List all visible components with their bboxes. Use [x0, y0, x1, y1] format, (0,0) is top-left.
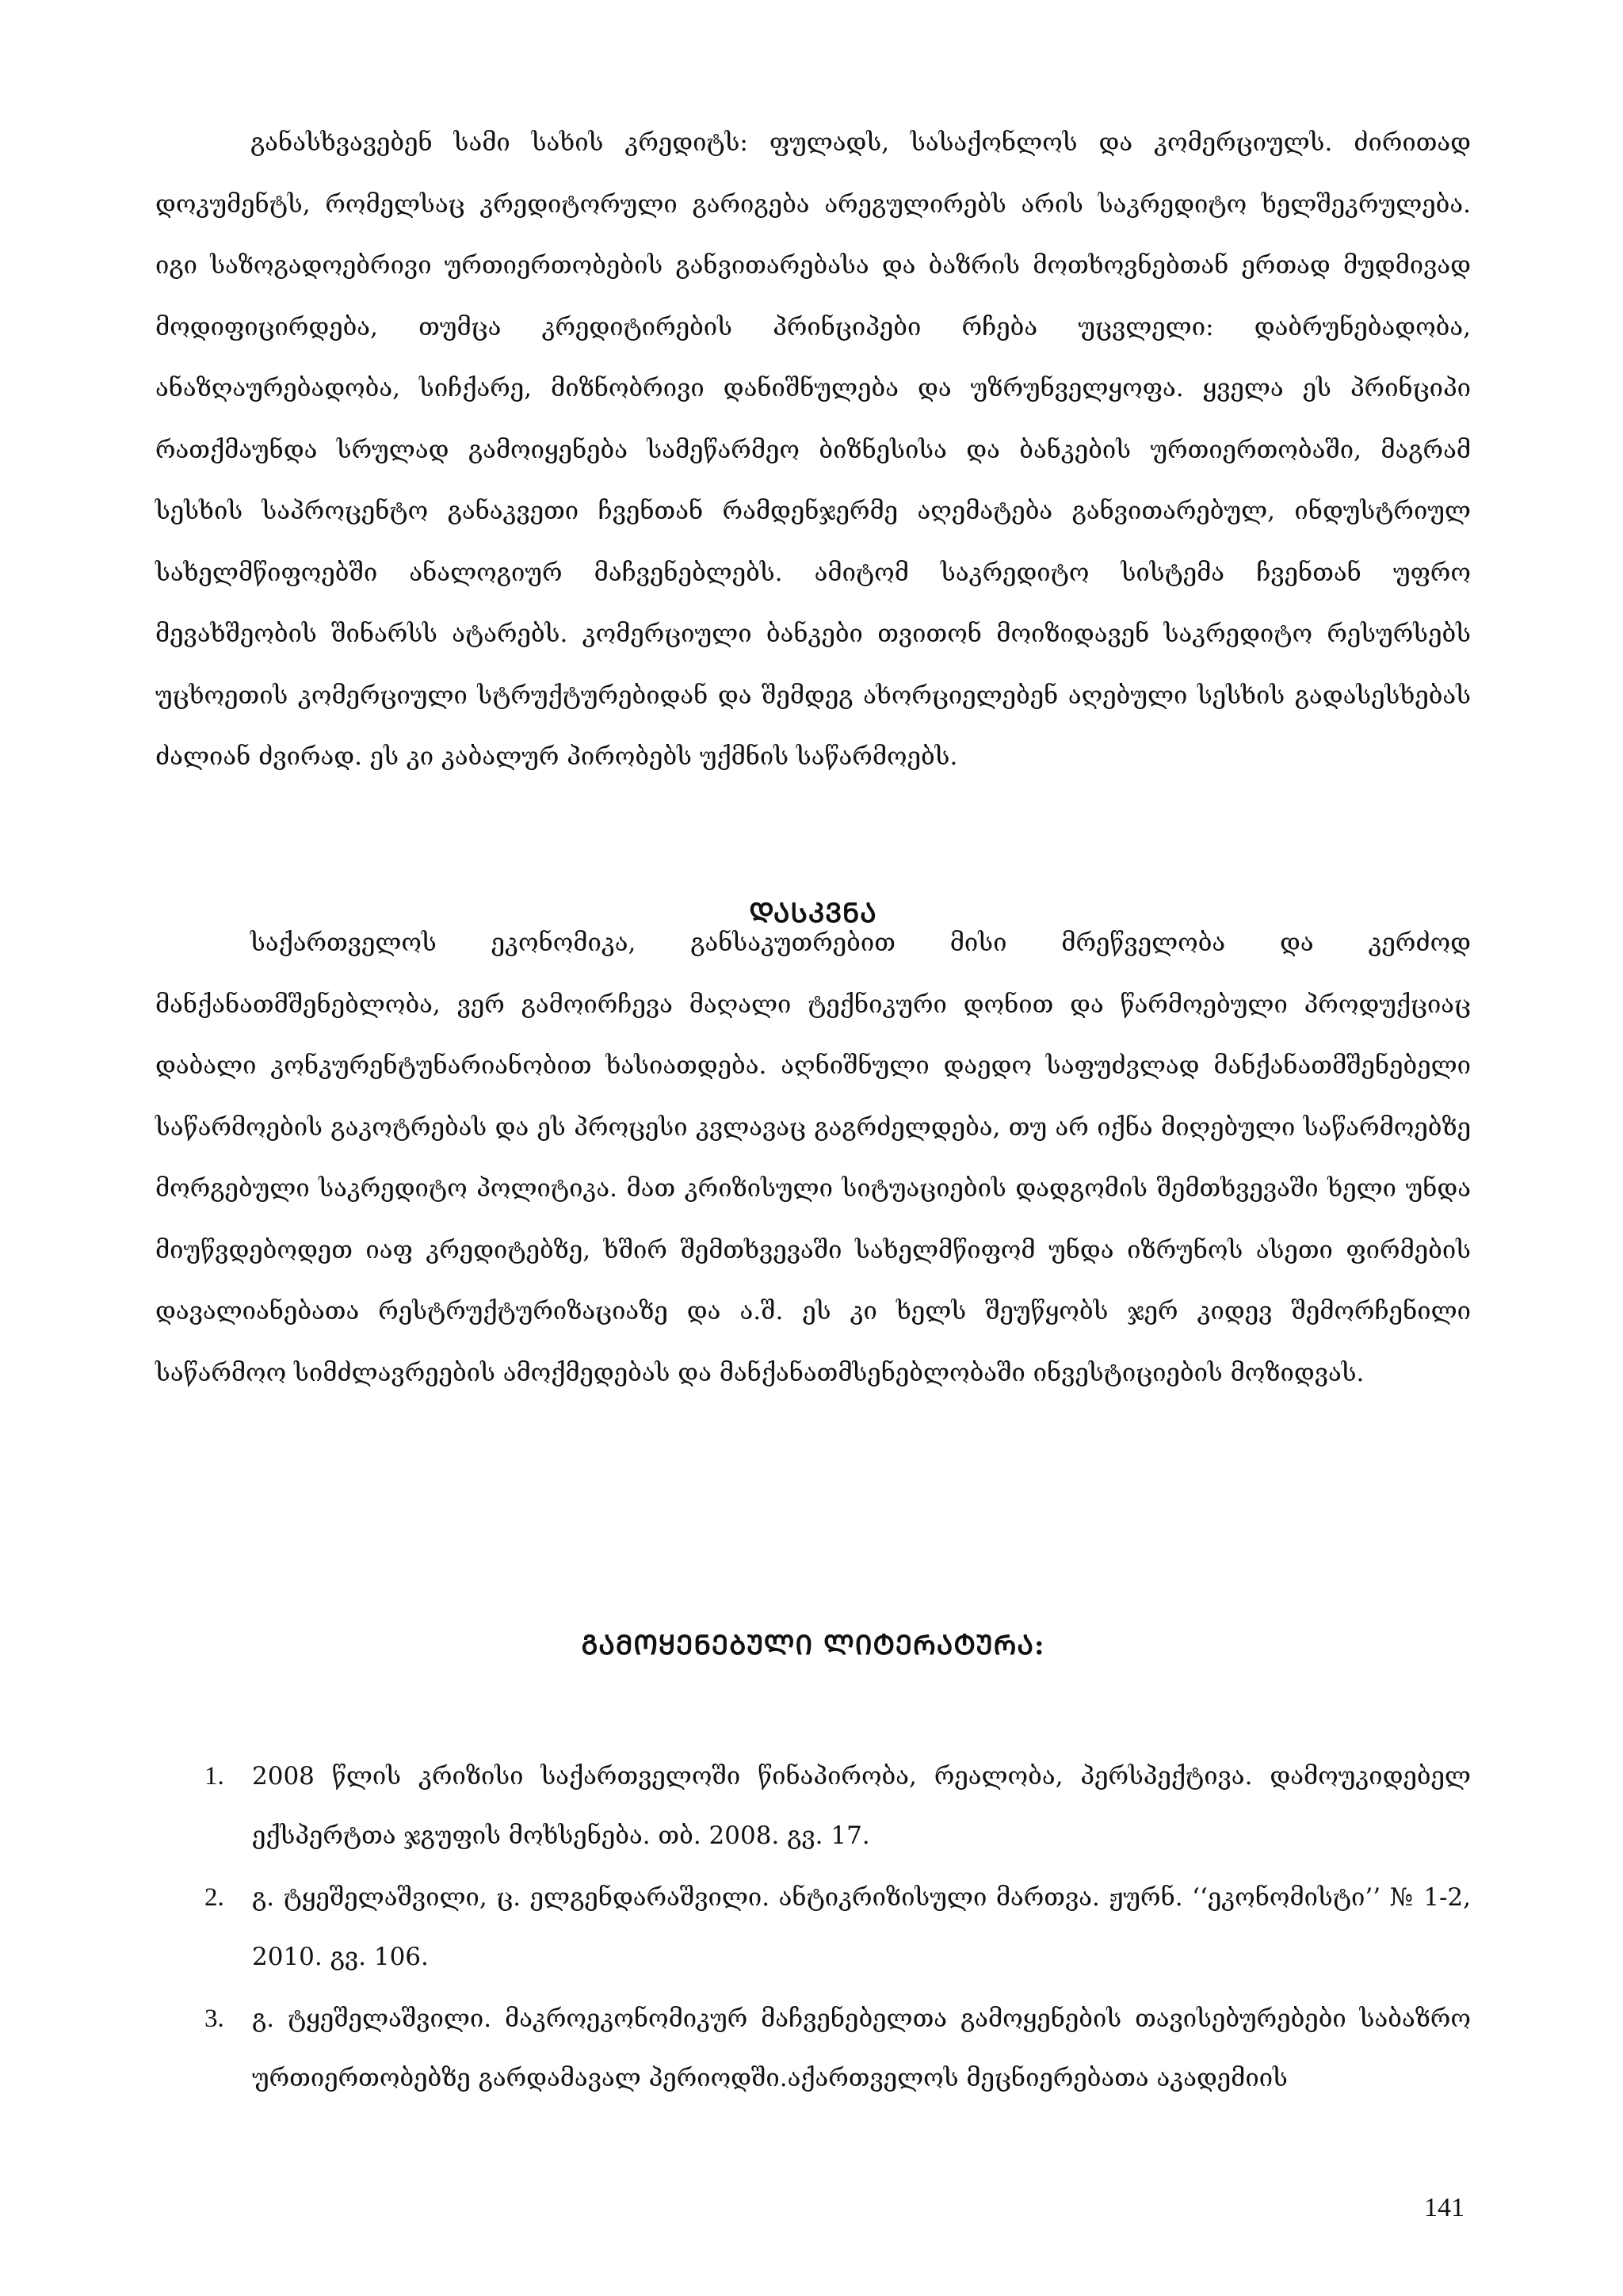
- reference-list: [155, 1747, 1471, 2111]
- reference-number: 3.: [204, 2004, 224, 2033]
- body-paragraph-credit: განასხვავებენ სამი სახის კრედიტს: ფულადს, სასაქონლოს და კომერციულს. ძირითად დოკუმენტს, რომელსაც კრედიტორული გარიგება არეგულირებს არის საკრედიტო ხელშეკრულება. იგი საზოგადოებრივი ურთიერთობების განვითარებასა და ბაზრის მოთხოვნებთან ერთად მუდმივად მოდიფიცირდება, თუმცა კრედიტირების პრინციპები რჩება უცვლელი: დაბრუნებადობა, ანაზღაურებადობა, სიჩქარე, მიზნობრივი დანიშნულება და უზრუნველყოფა. ყველა ეს პრინციპი რათქმაუნდა სრულად გამოიყენება სამეწარმეო ბიზნესისა და ბანკების ურთიერთობაში, მაგრამ სესხის საპროცენტო განაკვეთი ჩვენთან რამდენჯერმე აღემატება განვითარებულ, ინდუსტრიულ სახელმწიფოებში ანალოგიურ მაჩვენებლებს. ამიტომ საკრედიტო სისტემა ჩვენთან უფრო მევახშეობის შინარსს ატარებს. კომერციული ბანკები თვითონ მოიზიდავენ საკრედიტო რესურსებს უცხოეთის კომერციული სტრუქტურებიდან და შემდეგ ახორციელებენ აღებული სესხის გადასესხებას ძალიან ძვირად. ეს კი კაბალურ პირობებს უქმნის საწარმოებს.: [155, 128, 1471, 771]
- reference-item: [155, 1868, 1471, 1987]
- reference-text: გ. ტყეშელაშვილი, ც. ელგენდარაშვილი. ანტიკრიზისული მართვა. ჟურნ. ‘‘ეკონომისტი’’ № 1-2, 2010. გვ. 106.: [252, 1883, 1471, 1971]
- page-number: 141: [1424, 2193, 1465, 2222]
- reference-text: გ. ტყეშელაშვილი. მაკროეკონომიკურ მაჩვენებელთა გამოყენების თავისებურებები საბაზრო ურთიერთობებზე გარდამავალ პერიოდში.აქართველოს მეცნიერებათა აკადემიის: [252, 2004, 1471, 2092]
- reference-item: [155, 1989, 1471, 2108]
- conclusion-heading: ᲓᲐᲡᲙᲕᲜᲐ: [749, 898, 877, 929]
- reference-number: 2.: [204, 1883, 224, 1912]
- reference-item: [155, 1747, 1471, 1866]
- reference-text: 2008 წლის კრიზისი საქართველოში წინაპირობა, რეალობა, პერსპექტივა. დამოუკიდებელ ექსპერტთა ჯგუფის მოხსენება. თბ. 2008. გვ. 17.: [252, 1762, 1471, 1850]
- literature-heading: ᲒᲐᲛᲝᲧᲔᲜᲔᲑᲣᲚᲘ ᲚᲘᲢᲔᲠᲐᲢᲣᲠᲐ:: [581, 1630, 1045, 1661]
- reference-number: 1.: [204, 1762, 224, 1791]
- body-paragraph-conclusion: საქართველოს ეკონომიკა, განსაკუთრებით მისი მრეწველობა და კერძოდ მანქანათმშენებლობა, ვერ გამოირჩევა მაღალი ტექნიკური დონით და წარმოებული პროდუქციაც დაბალი კონკურენტუნარიანობით ხასიათდება. აღნიშნული დაედო საფუძვლად მანქანათმშენებელი საწარმოების გაკოტრებას და ეს პროცესი კვლავაც გაგრძელდება, თუ არ იქნა მიღებული საწარმოებზე მორგებული საკრედიტო პოლიტიკა. მათ კრიზისული სიტუაციების დადგომის შემთხვევაში ხელი უნდა მიუწვდებოდეთ იაფ კრედიტებზე, ხშირ შემთხვევაში სახელმწიფომ უნდა იზრუნოს ასეთი ფირმების დავალიანებათა რესტრუქტურიზაციაზე და ა.შ. ეს კი ხელს შეუწყობს ჯერ კიდევ შემორჩენილი საწარმოო სიმძლავრეების ამოქმედებას და მანქანათმსენებლობაში ინვესტიციების მოზიდვას.: [155, 929, 1471, 1387]
